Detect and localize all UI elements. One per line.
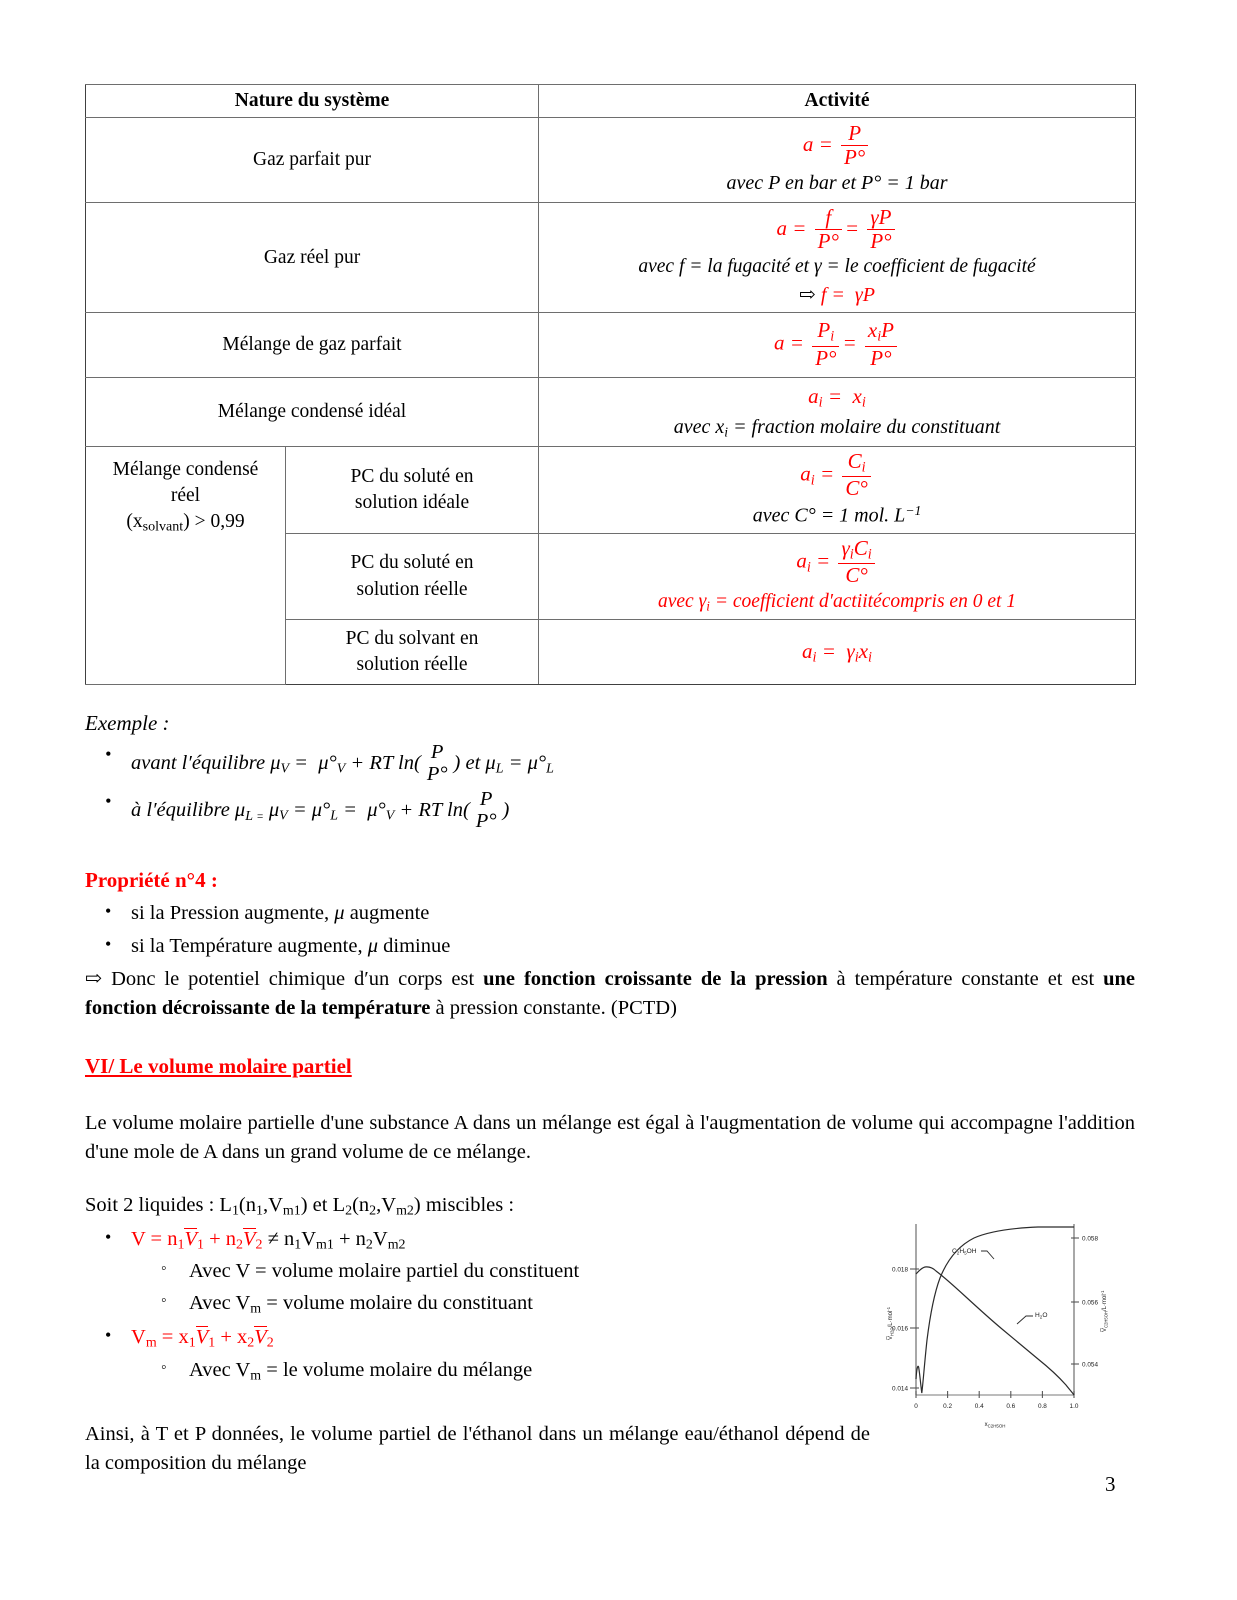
soit-line: Soit 2 liquides : $L_1(n_1,V_{m1})$ et $L_2(n_2,V_{m2})$ miscibles : — [85, 1194, 515, 1219]
ytick-right-0056: 0.056 — [1082, 1299, 1098, 1307]
ytick-left-0016: 0.016 — [892, 1325, 908, 1333]
chart-ylabel-left: $V̅_{H2O}/L\cdot mol^{-1}$ — [886, 1306, 895, 1340]
note2-gaz-reel-pur: ⇨ f = γP — [799, 283, 875, 306]
conclusion-bold-1: une fonction croissante de la pression — [483, 967, 828, 990]
list-item: ◦ Avec $V_m$ = le volume molaire du mélange — [189, 1356, 1135, 1387]
propriete-list — [85, 899, 1135, 961]
conclusion-post: à pression constante. (PCTD) — [430, 997, 677, 1020]
note-melange-condense-ideal: avec $x_i$ = fraction molaire du constituant — [673, 416, 1001, 440]
annotation-label-h2o: $H_2O$ — [1035, 1312, 1048, 1320]
formula-pc-solute-ideale: $a_i$ = $\frac{C_i}{C^\circ}$ — [543, 451, 1131, 501]
chart-svg — [878, 1212, 1114, 1442]
activity-table — [85, 84, 1136, 685]
ytick-left-0018: 0.018 — [892, 1266, 908, 1274]
chart-left-tick-labels — [892, 1266, 908, 1392]
equation-v-tail: ≠ $n_1V_{m1} + n_2V_{m2}$ — [267, 1227, 406, 1253]
list-item: • si la Pression augmente, μ augmente — [131, 899, 1135, 929]
page-number: 3 — [1105, 1472, 1116, 1496]
row-activity-melange-gaz-parfait — [539, 313, 1136, 378]
chart-right-tick-labels — [1082, 1235, 1098, 1368]
chart-right-ticks — [1071, 1238, 1079, 1364]
row-nature-melange-condense-ideal: Mélange condensé idéal — [86, 378, 539, 447]
propriete-title: Propriété n°4 : — [85, 868, 218, 893]
row-activity-gaz-reel-pur — [539, 203, 1136, 313]
formula-pc-solute-reelle: $a_i$ = $\frac{\gamma_iC_i}{C^\circ}$ — [543, 538, 1131, 588]
ytick-right-0054: 0.054 — [1082, 1361, 1098, 1369]
equation-v: $V = n_1V_1 + n_2V_2$ — [131, 1227, 263, 1253]
note-pc-solute-reelle: avec $\gamma_i$ = coefficient d′actiitécompris en 0 et 1 — [658, 590, 1017, 614]
propriete-conclusion — [85, 965, 1135, 1024]
list-item: • à l′équilibre $\mu_{L =}$ $\mu_V = \mu^\circ_L = \mu^\circ_V$ + RT ln( P P° ) — [131, 789, 1135, 833]
table-row — [86, 203, 1136, 313]
annotation-h2o — [1017, 1312, 1047, 1324]
row-nature-gaz-parfait-pur: Gaz parfait pur — [86, 118, 539, 203]
chart-left-ticks — [910, 1269, 919, 1388]
formula-gaz-reel-pur: a = $\frac{f}{P^\circ}$ = $\frac{\gamma P}{P^\circ}$ — [543, 207, 1131, 253]
row-nature-melange-condense-reel — [86, 446, 286, 684]
list-item: ◦ Avec $V_m$ = volume molaire du constituant — [189, 1289, 1135, 1320]
partial-molar-volume-chart — [878, 1212, 1114, 1442]
chart-ylabel-right: $V̅_{C2H5OH}/L\cdot mol^{-1}$ — [1100, 1290, 1109, 1332]
row-sub-pc-solvant-reelle: PC du solvant en solution réelle — [286, 620, 539, 685]
formula-melange-condense-ideal: $a_i = x_i$ — [808, 384, 866, 412]
list-item: • avant l′équilibre $\mu_V = \mu^\circ_V$ + RT ln( P P° ) et $\mu_L = \mu^\circ_L$ — [131, 742, 1135, 786]
xtick-06: 0.6 — [1006, 1403, 1016, 1410]
note-pc-solute-ideale: avec C° = 1 mol. $L^{-1}$ — [752, 502, 922, 527]
xtick-04: 0.4 — [974, 1403, 984, 1410]
conclusion-pre: ⇨ Donc le potentiel chimique d′un corps est — [85, 967, 484, 990]
table-header-nature: Nature du système — [86, 85, 539, 118]
row-nature-melange-gaz-parfait: Mélange de gaz parfait — [86, 313, 539, 378]
row-sub-pc-solute-reelle: PC du soluté en solution réelle — [286, 534, 539, 620]
formula-pc-solvant-reelle: $a_i = \gamma_ix_i$ — [802, 638, 872, 666]
section-vi-title: VI/ Le volume molaire partiel — [85, 1054, 352, 1079]
example-list — [85, 742, 1135, 834]
example-title: Exemple : — [85, 711, 170, 736]
row-activity-pc-solvant-reelle — [539, 620, 1136, 685]
section-paragraph-2: Ainsi, à T et P données, le volume partiel de l'éthanol dans un mélange eau/éthanol dépend de la composition du mélange — [85, 1422, 870, 1474]
note-gaz-reel-pur: avec f = la fugacité et γ = le coefficient de fugacité — [638, 256, 1036, 278]
list-item: ◦ Avec V = volume molaire partiel du constituent — [189, 1257, 1135, 1287]
row-nature-gaz-reel-pur: Gaz réel pur — [86, 203, 539, 313]
ytick-right-0058: 0.058 — [1082, 1235, 1098, 1243]
table-header-activite: Activité — [539, 85, 1136, 118]
nature-line-3: $(x_{solvant}) > 0,99$ — [126, 511, 245, 535]
note-gaz-parfait-pur: avec P en bar et P° = 1 bar — [726, 172, 948, 195]
row-activity-pc-solute-ideale — [539, 446, 1136, 533]
row-activity-gaz-parfait-pur — [539, 118, 1136, 203]
example-block — [85, 709, 1135, 833]
table-row — [86, 378, 1136, 447]
list-item: • si la Température augmente, μ diminue — [131, 932, 1135, 962]
conclusion-bold-2: une fonction décroissante de la température — [85, 967, 1136, 1020]
chart-xlabel: $x_{C2H5OH}$ — [984, 1422, 1006, 1429]
row-activity-pc-solute-reelle — [539, 534, 1136, 620]
xtick-10: 1.0 — [1069, 1403, 1079, 1410]
section-vi-heading-wrap — [85, 1054, 1135, 1079]
table-row — [86, 446, 1136, 533]
chart-x-tick-labels — [914, 1403, 1079, 1410]
series-h2o-curve — [916, 1267, 1074, 1395]
annotation-c2h5oh — [952, 1248, 994, 1259]
ytick-left-0014: 0.014 — [892, 1385, 908, 1393]
nature-line-1: Mélange condensé — [112, 458, 259, 480]
row-activity-melange-condense-ideal — [539, 378, 1136, 447]
series-c2h5oh-curve — [916, 1227, 1074, 1393]
equation-vm: $V_m = x_1V_1 + x_2V_2$ — [131, 1326, 274, 1351]
xtick-02: 0.2 — [943, 1403, 953, 1410]
conclusion-mid: à température constante et est — [827, 967, 1104, 990]
table-row — [86, 118, 1136, 203]
table-row — [86, 313, 1136, 378]
formula-gaz-parfait-pur: a = $\frac{P}{P^\circ}$ — [543, 123, 1131, 169]
formula-melange-gaz-parfait: a = $\frac{P_i}{P^\circ}$ = $\frac{x_iP}{P^\circ}$ — [543, 320, 1131, 370]
nature-line-2: réel — [170, 485, 201, 507]
row-sub-pc-solute-ideale: PC du soluté en solution idéale — [286, 446, 539, 533]
xtick-0: 0 — [914, 1403, 918, 1410]
propriete-block — [85, 866, 1135, 1024]
section-paragraph-1: Le volume molaire partielle d'une substance A dans un mélange est égal à l'augmentation de volume qui accompagne l'addition d'une mole de A dans un grand volume de ce mélange. — [85, 1112, 1135, 1164]
table-header-row — [86, 85, 1136, 118]
xtick-08: 0.8 — [1037, 1403, 1047, 1410]
annotation-label-c2h5oh: $C_2H_5OH$ — [952, 1248, 977, 1256]
